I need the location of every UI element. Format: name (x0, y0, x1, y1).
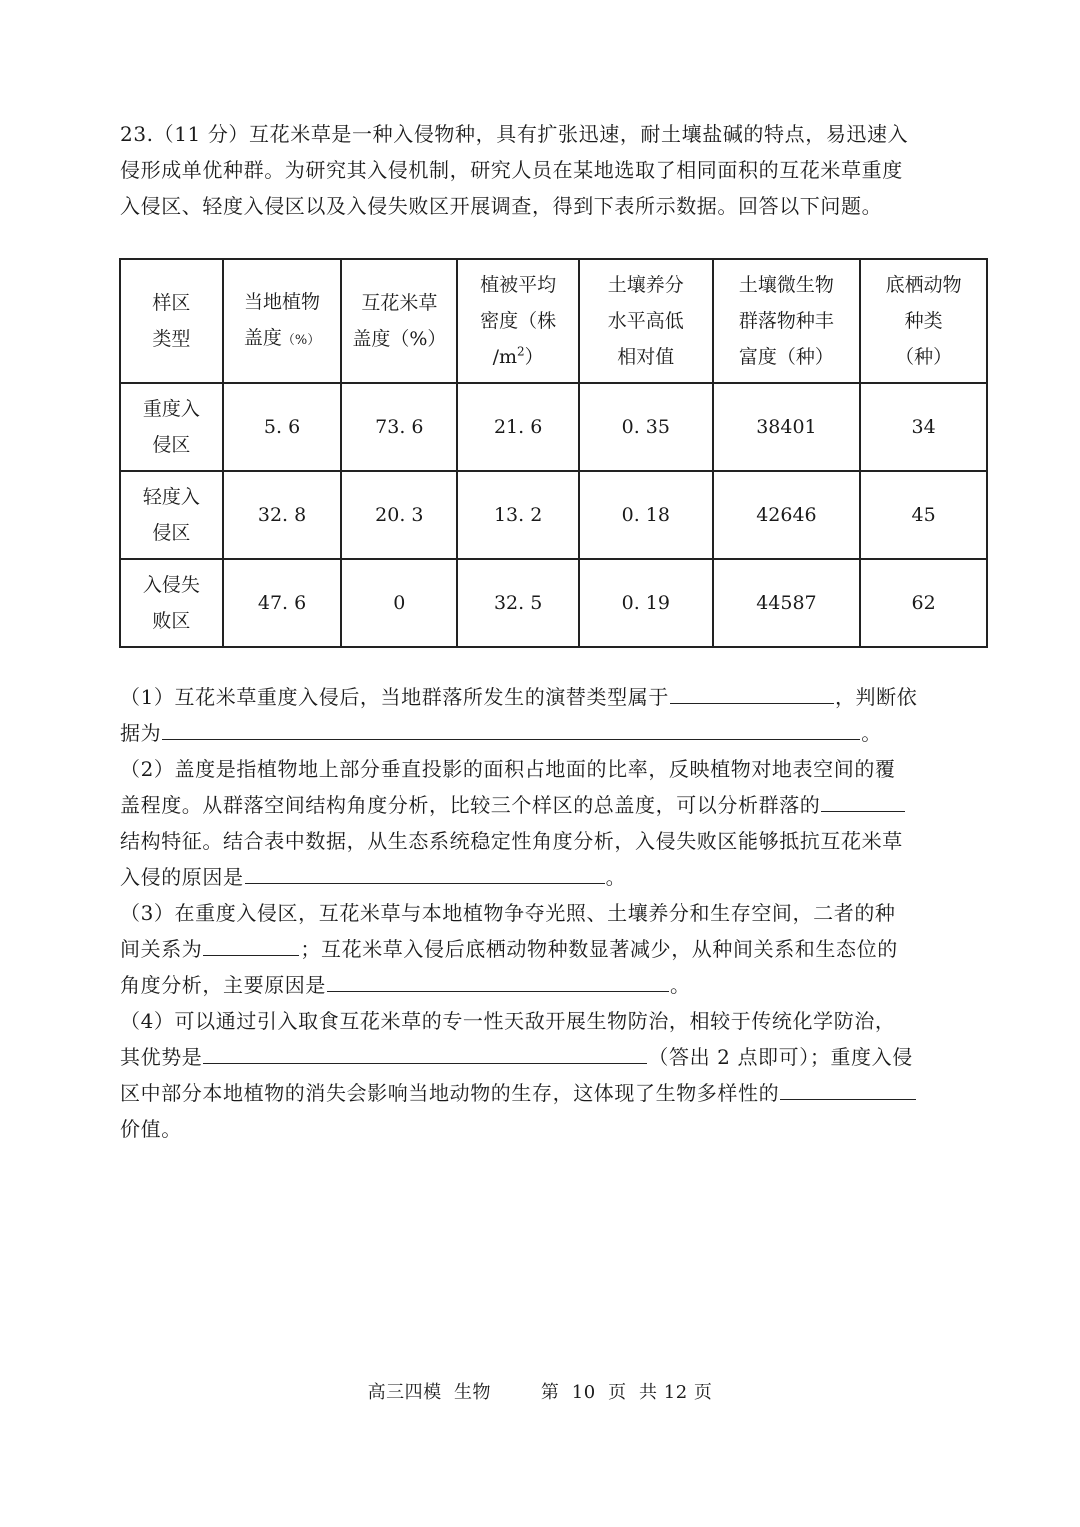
answer-blank-2a[interactable] (821, 789, 905, 812)
header-cell-soil-microbe-richness: 土壤微生物 群落物种丰 富度（种） (713, 259, 861, 383)
question-3-line: （3）在重度入侵区，互花米草与本地植物争夺光照、土壤养分和生存空间，二者的种 (120, 901, 896, 925)
table-cell: 44587 (713, 559, 861, 647)
footer-page-number: 第 10 页 共 12 页 (540, 1382, 713, 1403)
header-cell-spartina-cover: 互花米草 盖度（%） (341, 259, 457, 383)
answer-blank-1b[interactable] (162, 717, 860, 740)
table-cell: 0. 35 (579, 383, 713, 471)
row-label: 轻度入 侵区 (120, 471, 223, 559)
question-2-line: 盖程度。从群落空间结构角度分析，比较三个样区的总盖度，可以分析群落的 (120, 787, 970, 823)
page-footer (0, 1378, 1080, 1404)
table-cell: 62 (860, 559, 987, 647)
table-cell: 32. 8 (223, 471, 342, 559)
sub-questions (120, 679, 970, 1147)
question-1-line: （1）互花米草重度入侵后，当地群落所发生的演替类型属于 ，判断依 (120, 679, 970, 715)
table-cell: 0 (341, 559, 457, 647)
intro-line: 23.（11 分）互花米草是一种入侵物种，具有扩张迅速，耐土壤盐碱的特点，易迅速入 (120, 122, 909, 146)
table-row (120, 471, 987, 559)
table-cell: 0. 19 (579, 559, 713, 647)
answer-blank-3b[interactable] (327, 969, 669, 992)
question-4-line: 价值。 (120, 1117, 182, 1141)
survey-data-table (119, 258, 988, 648)
answer-blank-4b[interactable] (780, 1077, 916, 1100)
table-cell: 13. 2 (457, 471, 579, 559)
table-cell: 38401 (713, 383, 861, 471)
question-3-line: 间关系为 ；互花米草入侵后底栖动物种数显著减少，从种间关系和生态位的 (120, 931, 970, 967)
header-cell-sample-type: 样区 类型 (120, 259, 223, 383)
table-row (120, 383, 987, 471)
question-intro (120, 116, 970, 224)
table-cell: 45 (860, 471, 987, 559)
answer-blank-4a[interactable] (203, 1041, 647, 1064)
intro-line: 入侵区、轻度入侵区以及入侵失败区开展调查，得到下表所示数据。回答以下问题。 (120, 194, 883, 218)
question-4-line: 其优势是 （答出 2 点即可）；重度入侵 (120, 1039, 970, 1075)
table-cell: 5. 6 (223, 383, 342, 471)
table-header-row (120, 259, 987, 383)
question-3-line: 角度分析，主要原因是 。 (120, 967, 970, 1003)
intro-line: 侵形成单优种群。为研究其入侵机制，研究人员在某地选取了相同面积的互花米草重度 (120, 158, 903, 182)
answer-blank-3a[interactable] (203, 933, 299, 956)
header-cell-soil-nutrient: 土壤养分 水平高低 相对值 (579, 259, 713, 383)
table-cell: 0. 18 (579, 471, 713, 559)
table-cell: 20. 3 (341, 471, 457, 559)
question-2-line: （2）盖度是指植物地上部分垂直投影的面积占地面的比率，反映植物对地表空间的覆 (120, 757, 896, 781)
table-cell: 73. 6 (341, 383, 457, 471)
table-cell: 47. 6 (223, 559, 342, 647)
table-cell: 21. 6 (457, 383, 579, 471)
footer-subject: 高三四模 生物 (367, 1382, 492, 1403)
table-cell: 34 (860, 383, 987, 471)
question-2-line: 入侵的原因是 。 (120, 859, 970, 895)
header-cell-local-plant-cover: 当地植物 盖度（%） (223, 259, 342, 383)
answer-blank-2b[interactable] (245, 861, 605, 884)
table-cell: 32. 5 (457, 559, 579, 647)
question-4-line: （4）可以通过引入取食互花米草的专一性天敌开展生物防治，相较于传统化学防治， (120, 1009, 896, 1033)
question-4-line: 区中部分本地植物的消失会影响当地动物的生存，这体现了生物多样性的 (120, 1075, 970, 1111)
header-cell-benthic-species: 底栖动物 种类 （种） (860, 259, 987, 383)
table-cell: 42646 (713, 471, 861, 559)
row-label: 入侵失 败区 (120, 559, 223, 647)
question-2-line: 结构特征。结合表中数据，从生态系统稳定性角度分析，入侵失败区能够抵抗互花米草 (120, 829, 903, 853)
answer-blank-1a[interactable] (670, 681, 834, 704)
question-1-line: 据为 。 (120, 715, 970, 751)
row-label: 重度入 侵区 (120, 383, 223, 471)
header-cell-vegetation-density: 植被平均 密度（株 $/m^2$） (457, 259, 579, 383)
table-row (120, 559, 987, 647)
